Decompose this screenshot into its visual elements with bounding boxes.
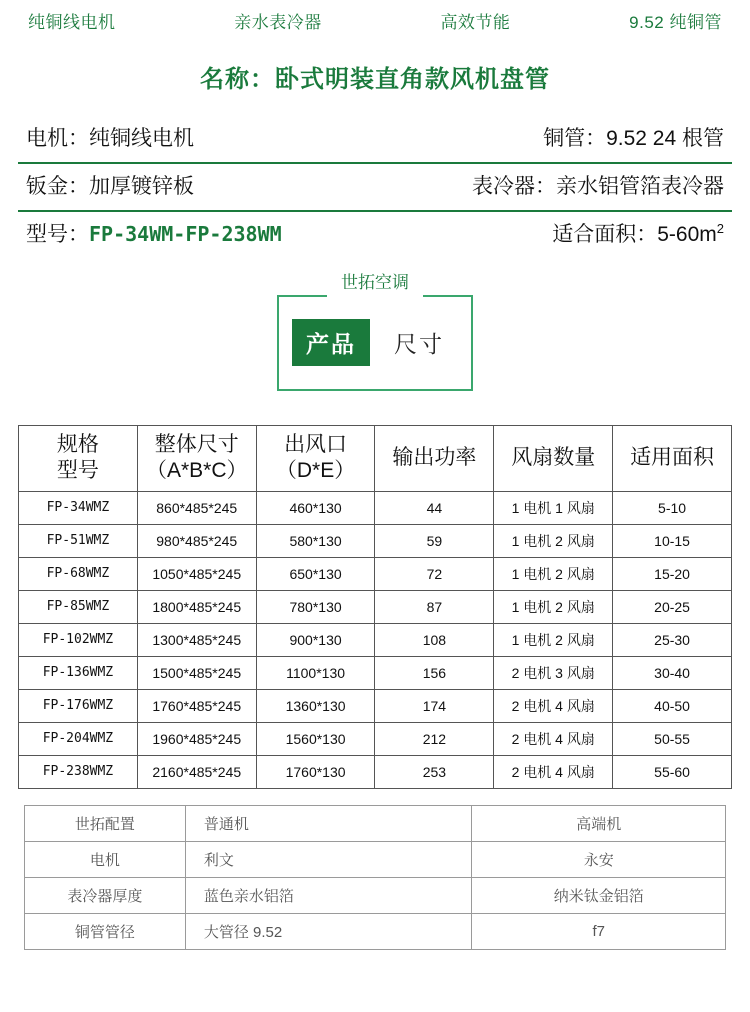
brand-label: 世拓空调: [341, 273, 409, 292]
cell-outlet: 460*130: [256, 491, 375, 524]
table-row: [19, 623, 732, 656]
spec-coil-label: 表冷器：: [472, 175, 556, 198]
product-title-label: 名称：: [200, 66, 275, 93]
cell-power: 253: [375, 755, 494, 788]
cell-area: 20-25: [613, 590, 732, 623]
table-row: [19, 689, 732, 722]
config-cell-standard: 利文: [185, 841, 472, 877]
feature-item-3: 高效节能: [440, 13, 511, 32]
config-cell-label: 表冷器厚度: [25, 877, 186, 913]
cell-fans: 2 电机 3 风扇: [494, 656, 613, 689]
cell-model: FP-68WMZ: [19, 557, 138, 590]
spec-sheet-value: 加厚镀锌板: [89, 175, 194, 198]
cell-model: FP-51WMZ: [19, 524, 138, 557]
brand-section: [0, 268, 750, 391]
cell-area: 15-20: [613, 557, 732, 590]
config-cell-standard: 蓝色亲水铝箔: [185, 877, 472, 913]
cell-power: 108: [375, 623, 494, 656]
cell-overall: 1050*485*245: [137, 557, 256, 590]
product-title-value: 卧式明装直角款风机盘管: [275, 66, 550, 93]
table-row: [19, 656, 732, 689]
feature-item-2: 亲水表冷器: [234, 13, 322, 32]
config-cell-label: 电机: [25, 841, 186, 877]
spec-area: [552, 218, 724, 248]
config-cell-standard: 普通机: [185, 805, 472, 841]
cell-fans: 2 电机 4 风扇: [494, 689, 613, 722]
config-cell-premium: f7: [472, 913, 726, 949]
tab-product[interactable]: 产品: [292, 319, 370, 366]
spec-table-col-3: 输出功率: [375, 426, 494, 492]
table-row: [25, 805, 726, 841]
cell-power: 72: [375, 557, 494, 590]
spec-model-value: FP-34WM-FP-238WM: [89, 222, 282, 246]
spec-table-header-row: [19, 426, 732, 492]
spec-motor-label: 电机：: [26, 127, 89, 150]
spec-table-col-2-line1: 出风口: [284, 433, 348, 456]
spec-sheet: [26, 170, 194, 200]
table-row: [19, 755, 732, 788]
table-row: [19, 557, 732, 590]
cell-overall: 860*485*245: [137, 491, 256, 524]
spec-table: [18, 425, 732, 789]
table-row: [25, 913, 726, 949]
config-cell-standard: 大管径 9.52: [185, 913, 472, 949]
cell-area: 5-10: [613, 491, 732, 524]
spec-summary: [0, 116, 750, 258]
spec-table-col-0: [19, 426, 138, 492]
config-cell-premium: 永安: [472, 841, 726, 877]
spec-row-motor-copper: [18, 116, 732, 164]
cell-fans: 1 电机 1 风扇: [494, 491, 613, 524]
spec-table-col-0-line1: 规格: [56, 433, 99, 456]
cell-area: 10-15: [613, 524, 732, 557]
table-row: [19, 722, 732, 755]
cell-outlet: 1760*130: [256, 755, 375, 788]
cell-power: 59: [375, 524, 494, 557]
feature-item-4: 9.52 纯铜管: [629, 13, 722, 32]
spec-motor: [26, 122, 194, 152]
cell-overall: 980*485*245: [137, 524, 256, 557]
spec-table-col-2-line2: （D*E）: [275, 459, 356, 483]
cell-overall: 2160*485*245: [137, 755, 256, 788]
cell-area: 55-60: [613, 755, 732, 788]
spec-table-col-0-line2: 型号: [56, 459, 99, 483]
spec-table-col-2: [256, 426, 375, 492]
cell-outlet: 780*130: [256, 590, 375, 623]
spec-table-col-5: 适用面积: [613, 426, 732, 492]
spec-table-wrap: [0, 425, 750, 789]
cell-outlet: 1360*130: [256, 689, 375, 722]
table-row: [25, 877, 726, 913]
product-title: [0, 59, 750, 94]
table-row: [19, 524, 732, 557]
spec-table-col-1: [137, 426, 256, 492]
config-table-body: [25, 805, 726, 949]
config-cell-label: 世拓配置: [25, 805, 186, 841]
cell-outlet: 900*130: [256, 623, 375, 656]
spec-area-superscript: 2: [716, 221, 724, 236]
cell-area: 25-30: [613, 623, 732, 656]
spec-table-col-4: 风扇数量: [494, 426, 613, 492]
cell-overall: 1300*485*245: [137, 623, 256, 656]
cell-fans: 1 电机 2 风扇: [494, 623, 613, 656]
cell-area: 50-55: [613, 722, 732, 755]
cell-model: FP-136WMZ: [19, 656, 138, 689]
spec-table-body: [19, 491, 732, 788]
spec-coil-value: 亲水铝管箔表冷器: [556, 175, 724, 198]
spec-table-col-1-line1: 整体尺寸: [154, 433, 239, 456]
table-row: [19, 491, 732, 524]
cell-power: 44: [375, 491, 494, 524]
cell-model: FP-176WMZ: [19, 689, 138, 722]
cell-power: 212: [375, 722, 494, 755]
spec-row-model-area: [18, 212, 732, 258]
cell-power: 87: [375, 590, 494, 623]
spec-copper: [543, 122, 724, 152]
feature-item-1: 纯铜线电机: [28, 13, 116, 32]
cell-model: FP-238WMZ: [19, 755, 138, 788]
cell-fans: 2 电机 4 风扇: [494, 722, 613, 755]
cell-model: FP-102WMZ: [19, 623, 138, 656]
spec-copper-label: 铜管：: [543, 127, 607, 150]
cell-area: 40-50: [613, 689, 732, 722]
cell-power: 174: [375, 689, 494, 722]
table-row: [25, 841, 726, 877]
tab-dimensions[interactable]: 尺寸: [394, 330, 444, 357]
config-cell-premium: 高端机: [472, 805, 726, 841]
cell-overall: 1760*485*245: [137, 689, 256, 722]
spec-model: [26, 218, 282, 248]
cell-outlet: 580*130: [256, 524, 375, 557]
cell-fans: 1 电机 2 风扇: [494, 524, 613, 557]
cell-fans: 2 电机 4 风扇: [494, 755, 613, 788]
cell-outlet: 650*130: [256, 557, 375, 590]
spec-motor-value: 纯铜线电机: [89, 127, 194, 150]
config-table-wrap: [0, 805, 750, 950]
feature-strip: [0, 0, 750, 33]
cell-overall: 1500*485*245: [137, 656, 256, 689]
cell-model: FP-204WMZ: [19, 722, 138, 755]
spec-sheet-label: 钣金：: [26, 175, 89, 198]
tab-frame: [277, 295, 473, 391]
table-row: [19, 590, 732, 623]
config-cell-premium: 纳米钛金铝箔: [472, 877, 726, 913]
cell-outlet: 1100*130: [256, 656, 375, 689]
cell-overall: 1960*485*245: [137, 722, 256, 755]
spec-area-value: 5-60m: [657, 223, 717, 246]
cell-model: FP-85WMZ: [19, 590, 138, 623]
cell-power: 156: [375, 656, 494, 689]
spec-table-col-1-line2: （A*B*C）: [145, 459, 248, 483]
spec-row-sheet-coil: [18, 164, 732, 212]
tab-group: [292, 319, 458, 366]
cell-area: 30-40: [613, 656, 732, 689]
cell-fans: 1 电机 2 风扇: [494, 557, 613, 590]
cell-outlet: 1560*130: [256, 722, 375, 755]
spec-model-label: 型号：: [26, 223, 89, 246]
config-cell-label: 铜管管径: [25, 913, 186, 949]
spec-copper-value: 9.52 24 根管: [606, 127, 724, 150]
config-table: [24, 805, 726, 950]
cell-fans: 1 电机 2 风扇: [494, 590, 613, 623]
spec-coil: [472, 170, 724, 200]
spec-area-label: 适合面积：: [552, 223, 658, 246]
cell-model: FP-34WMZ: [19, 491, 138, 524]
cell-overall: 1800*485*245: [137, 590, 256, 623]
